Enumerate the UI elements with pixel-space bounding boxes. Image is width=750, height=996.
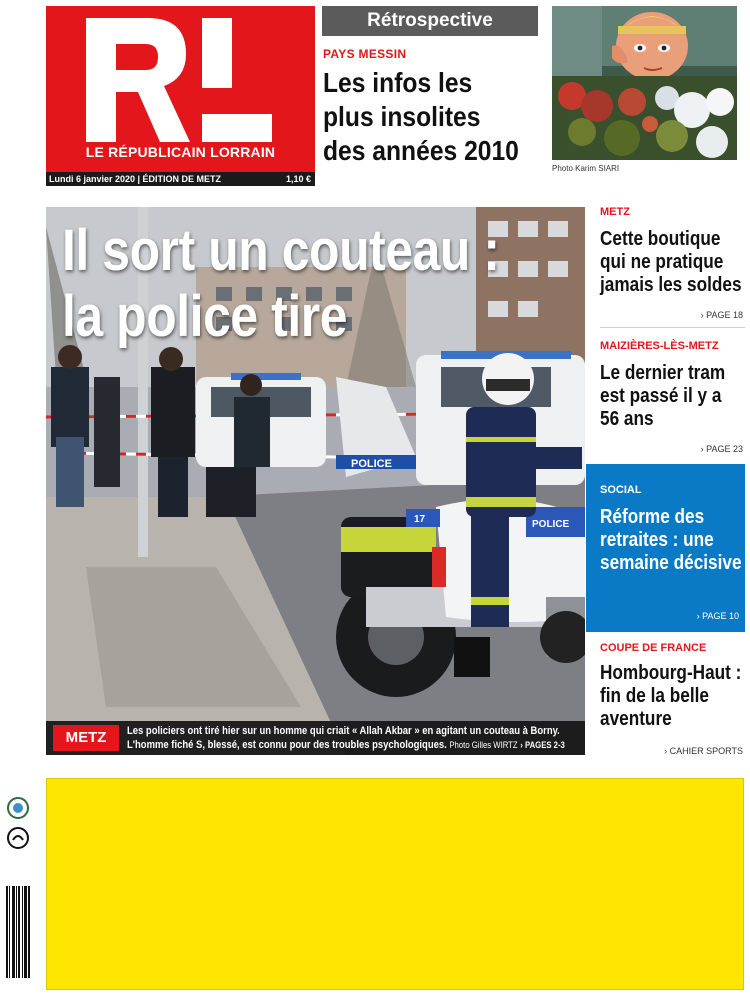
caption-line1: Les policiers ont tiré hier sur un homme qui criait « Allah Akbar » en agitant un couteau à Borny. (127, 725, 560, 737)
story-kicker: METZ (600, 206, 630, 218)
flowers-head-sculpture-image (552, 6, 737, 160)
story-kicker: SOCIAL (600, 484, 642, 496)
lead-headline-line2: la police tire (62, 284, 348, 349)
paper-name: LE RÉPUBLICAIN LORRAIN (85, 144, 276, 160)
lead-caption-bar (46, 721, 585, 755)
retro-section-label: Rétrospective (322, 6, 538, 36)
car-police-label: POLICE (351, 458, 392, 470)
story-divider (600, 327, 745, 328)
story-headline: Cette boutique qui ne pratique jamais les soldes (600, 228, 742, 296)
story-headline: Hombourg-Haut : fin de la belle aventure (600, 662, 742, 730)
story-page-ref[interactable]: › CAHIER SPORTS (664, 746, 743, 756)
masthead-logo[interactable] (46, 6, 315, 172)
story-page-ref[interactable]: › PAGE 18 (700, 310, 743, 320)
story-page-ref[interactable]: › PAGE 23 (700, 444, 743, 454)
story-headline: Le dernier tram est passé il y a 56 ans (600, 362, 726, 430)
barcode-icon (4, 886, 32, 993)
dateline-bar (46, 172, 315, 186)
bike-police-label: POLICE (532, 519, 570, 530)
recycle-icon (6, 796, 30, 825)
caption-line2-wrapper (127, 738, 565, 752)
lead-headline-line1: Il sort un couteau : (62, 218, 500, 283)
price: 1,10 € (285, 174, 311, 184)
rl-logo-mark (86, 18, 276, 142)
retro-photo-credit: Photo Karim SIARI (552, 164, 620, 173)
lead-caption (127, 724, 565, 752)
caption-line2: L'homme fiché S, blessé, est connu pour des troubles psychologiques. (127, 739, 447, 751)
sidebar-story-2[interactable] (586, 332, 745, 460)
story-headline: Réforme des retraites : une semaine décisive (600, 506, 742, 574)
retro-kicker: PAYS MESSIN (323, 47, 407, 61)
sidebar-story-3[interactable] (586, 464, 745, 632)
lead-headline[interactable] (62, 218, 509, 350)
story-page-ref[interactable]: › PAGE 10 (696, 611, 739, 621)
triman-icon (6, 826, 30, 855)
retro-photo[interactable] (552, 6, 737, 160)
lead-pages-ref[interactable]: › PAGES 2-3 (520, 740, 565, 750)
retro-headline[interactable]: Les infos les plus insolites des années 2010 (323, 67, 519, 166)
bike-number: 17 (414, 514, 426, 525)
sidebar-story-1[interactable] (586, 200, 745, 328)
date-edition: Lundi 6 janvier 2020 | ÉDITION DE METZ (49, 174, 222, 184)
story-kicker: COUPE DE FRANCE (600, 642, 707, 654)
location-tag: METZ (53, 725, 119, 751)
sidebar-story-4[interactable] (586, 636, 745, 762)
advertisement-block[interactable] (46, 778, 744, 990)
story-kicker: MAIZIÈRES-LÈS-METZ (600, 340, 719, 352)
lead-photo-credit: Photo Gilles WIRTZ (449, 740, 518, 750)
